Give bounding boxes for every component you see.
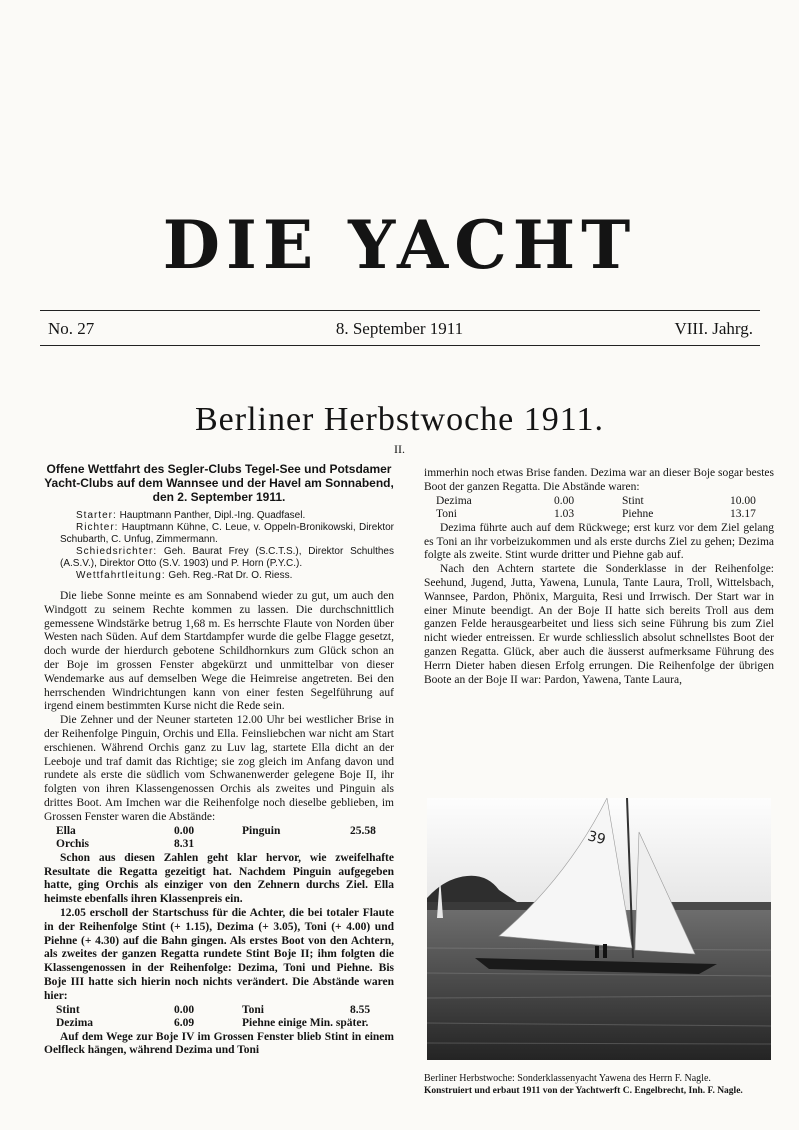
table-row: Ella 0.00 Pinguin 25.58: [56, 824, 376, 837]
top-rule: [40, 310, 760, 311]
right-paragraph-3: Nach den Achtern startete die Sonderklasse in der Reihenfolge: Seehund, Jugend, Jutta, Yawena, Lunula, Tante Laura, Troll, Wittelsbach, Wannsee, Pardon, Phönix, Marguita, Resi und Irrwisch. Der Start war in einer Minute beendigt. An der Boje II hatte sich bereits Troll aus dem ganzen Felde herausgearbeitet und liess sich seine Führung bis zum Ziel nicht wieder entreissen. Er wurde schliesslich absolut schnellstes Boot der ganzen Regatta. Glück, aber auch die äusserst aufmerksame Führung des Herrn Dieter haben diesen Erfolg errungen. Die Reihenfolge der übrigen Boote an der Boje II war: Pardon, Yawena, Tante Laura,: [424, 563, 774, 686]
table-row: Dezima 0.00 Stint 10.00: [436, 494, 756, 507]
caption-line-1: Berliner Herbstwoche: Sonderklassenyacht Yawena des Herrn F. Nagle.: [424, 1073, 711, 1084]
right-paragraph-2: Dezima führte auch auf dem Rückwege; erst kurz vor dem Ziel gelang es Toni an ihr vorbeizukommen und als erste durchs Ziel zu gehen; Dezima folgte als zweite. Stint wurde dritter und Piehne gab auf.: [424, 521, 774, 562]
article-headline: Berliner Herbstwoche 1911.: [194, 401, 604, 438]
official-referees: Schiedsrichter: Geh. Baurat Frey (S.C.T.S.), Direktor Schulthes (A.S.V.), Direktor Otto (S.V. 1903) und P. Horn (P.Y.C.).: [60, 546, 394, 569]
official-race-director: Wettfahrtleitung: Geh. Reg.-Rat Dr. O. Riess.: [76, 570, 293, 581]
issue-date: 8. September 1911: [335, 319, 464, 338]
right-column: [424, 467, 774, 687]
part-number: II.: [394, 442, 405, 456]
distances-table-2: [56, 1004, 378, 1031]
race-title: Offene Wettfahrt des Segler-Clubs Tegel-See und Potsdamer Yacht-Clubs auf dem Wannsee und der Havel am Sonnabend, den 2. September 1911.: [44, 462, 394, 504]
left-paragraph-1: Die liebe Sonne meinte es am Sonnabend wieder zu gut, um auch den Windgott zu seinem Rechte kommen zu lassen. Die durchschnittlich gemessene Windstärke betrug 1,68 m. Es herrschte Flaute von Norden über Westen nach Süden. Auf dem Startdampfer wurde die gelbe Flagge gesetzt, doch wurde der hierdurch gebotene Schildhornkurs zum Glück schon an der Boje im grossen Fenster abgekürzt und unmittelbar von dieser Wendemarke aus auf demselben Wege die Heimreise angetreten. Bei den herrschenden Windrichtungen kann von einer festen Segelführung auf irgend einem bestimmten Kurse nicht die Rede sein.: [44, 590, 394, 713]
table-row: Orchis 8.31: [56, 838, 195, 851]
photo-caption: [424, 1073, 776, 1097]
table-row: Toni 1.03 Piehne 13.17: [436, 508, 756, 521]
sail-number: 39: [586, 828, 608, 849]
left-paragraph-4: 12.05 erscholl der Startschuss für die Achter, die bei totaler Flaute in der Reihenfolge Stint (+ 1.15), Dezima (+ 3.05), Toni (+ 4.00) und Piehne (+ 4.30) auf die Bahn gingen. Als erstes Boot von den Achtern, als zweites der ganzen Regatta rundete Stint Boje II; ihm folgten die Klassengenossen in der Reihenfolge: Dezima, Toni und Piehne. Bis Boje III hatte sich hierin noch nichts verändert. Die Abstände waren hier:: [44, 906, 394, 1002]
table-row: Dezima 6.09 Piehne einige Min. später.: [56, 1017, 369, 1030]
distances-table-1: [56, 825, 384, 852]
left-paragraph-5: Auf dem Wege zur Boje IV im Grossen Fenster blieb Stint in einem Oelfleck hängen, während Dezima und Toni: [44, 1030, 394, 1057]
yacht-photo-graphic: [427, 798, 771, 1060]
right-paragraph-1: immerhin noch etwas Brise fanden. Dezima war an dieser Boje sogar bestes Boot der ganzen Regatta. Die Abstände waren:: [424, 467, 774, 493]
issue-volume: VIII. Jahrg.: [674, 319, 753, 338]
caption-line-2: Konstruiert und erbaut 1911 von der Yachtwerft C. Engelbrecht, Inh. F. Nagle.: [424, 1086, 743, 1096]
official-judges: Richter: Hauptmann Kühne, C. Leue, v. Oppeln-Bronikowski, Direktor Schubarth, C. Unfug, Zimmermann.: [60, 522, 394, 545]
issue-number: No. 27: [48, 319, 95, 338]
official-starter: Starter: Hauptmann Panther, Dipl.-Ing. Quadfasel.: [76, 510, 306, 521]
left-paragraph-3: Schon aus diesen Zahlen geht klar hervor, wie zweifelhafte Resultate die Regatta gezeitigt hat. Nachdem Pinguin aufgegeben hatte, ging Orchis als einziger von den Zehnern durchs Ziel. Ella heimste ebenfalls ihren Klassenpreis ein.: [44, 851, 394, 906]
table-row: Stint 0.00 Toni 8.55: [56, 1003, 371, 1016]
officials-block: [44, 510, 394, 582]
left-paragraph-2: Die Zehner und der Neuner starteten 12.00 Uhr bei westlicher Brise in der Reihenfolge Pinguin, Orchis und Ella. Feinsliebchen war nicht am Start erschienen. Während Orchis ganz zu Luv lag, startete Ella dicht an der Leeboje und traf damit das Richtige; sie zog gleich im Anfang davon und rundete als erste die südlich vom Schwanenwerder gelegene Boje II, ihr folgten von ihren Klassengenossen Orchis als zweites und Pinguin als drittes Boot. Am Imchen war die Reihenfolge noch dieselbe geblieben, im Grossen Fenster waren die Abstände:: [44, 714, 394, 823]
masthead: DIE YACHT: [162, 206, 637, 284]
left-column: [44, 462, 394, 1058]
bottom-rule: [40, 345, 760, 346]
yacht-photo: [427, 798, 771, 1060]
distances-table-3: [436, 495, 764, 522]
